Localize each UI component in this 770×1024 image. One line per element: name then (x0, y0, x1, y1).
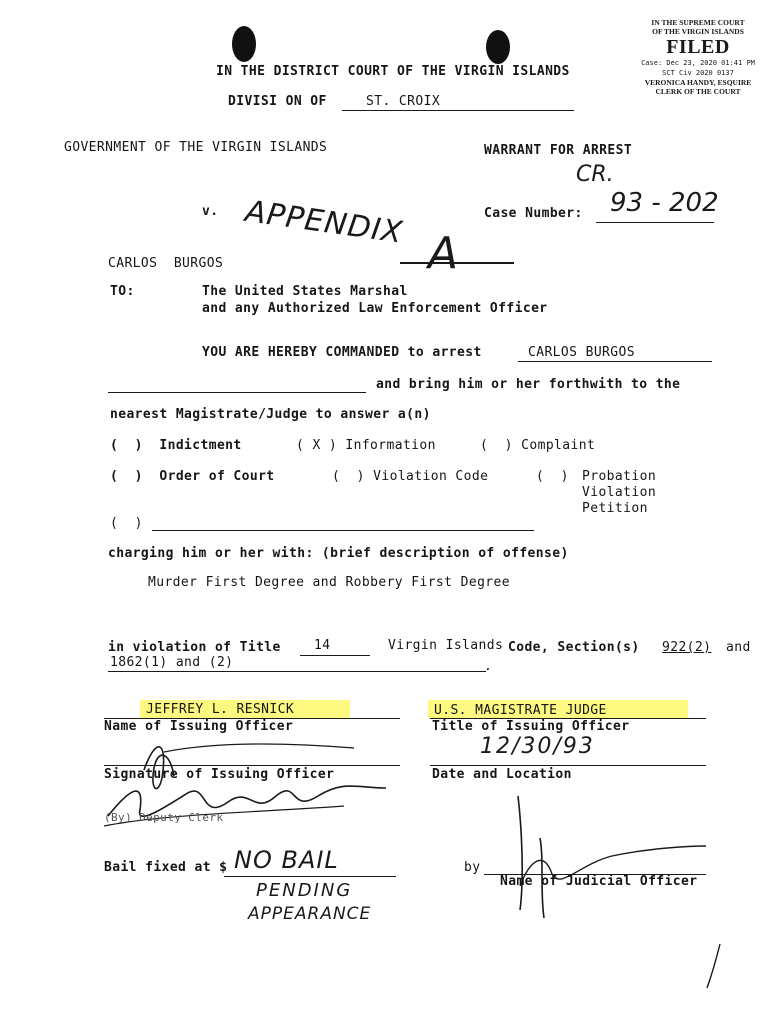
stamp-court-line1: IN THE SUPREME COURT (651, 18, 745, 27)
versus: v. (202, 204, 219, 219)
division-value: ST. CROIX (366, 94, 441, 109)
officer-title: U.S. MAGISTRATE JUDGE (434, 703, 607, 718)
officer-name: JEFFREY L. RESNICK (146, 702, 295, 717)
case-number-underline (596, 222, 714, 223)
violation-line2: 1862(1) and (2) (110, 655, 234, 670)
stamp-case: SCT Civ 2020 0137 (662, 69, 734, 77)
court-heading: IN THE DISTRICT COURT OF THE VIRGIN ISLANDS (216, 64, 570, 79)
bring-text: and bring him or her forthwith to the (376, 377, 681, 392)
filed-stamp (626, 18, 770, 96)
bail-by: by (464, 860, 481, 875)
charging-label: charging him or her with: (brief description of offense) (108, 546, 569, 561)
judicial-officer-label: Name of Judicial Officer (500, 874, 698, 889)
warrant-title: WARRANT FOR ARREST (484, 143, 633, 158)
arrestee-underline (518, 361, 712, 362)
violation-code: Code, Section(s) (508, 640, 640, 655)
case-prefix-handwritten: CR. (576, 162, 614, 187)
probation-line1: Probation (582, 469, 657, 484)
violation-prefix: in violation of Title (108, 640, 281, 655)
other-underline (152, 530, 534, 531)
violation-period: . (484, 659, 493, 674)
date-location-label: Date and Location (432, 767, 572, 782)
blank-underline (108, 392, 366, 393)
violation-section: 922(2) (662, 640, 712, 655)
appendix-underline (400, 262, 514, 264)
scan-mark (704, 942, 724, 992)
checkbox-violation-code: ( ) Violation Code (332, 469, 489, 484)
appendix-handwritten: APPENDIX (243, 194, 406, 251)
division-underline (342, 110, 574, 111)
violation-mid: Virgin Islands (388, 638, 504, 653)
deputy-clerk-label: (By) Deputy Clerk (104, 811, 224, 824)
violation-title-number: 14 (314, 638, 331, 653)
checkbox-complaint: ( ) Complaint (480, 438, 596, 453)
violation-line2-underline (108, 671, 486, 672)
bail-note-line2: APPEARANCE (248, 904, 372, 924)
stamp-clerk-title: CLERK OF THE COURT (655, 87, 741, 96)
arrestee-name: CARLOS BURGOS (528, 345, 635, 360)
stamp-clerk: VERONICA HANDY, ESQUIRE (644, 78, 752, 87)
to-line1: The United States Marshal (202, 284, 408, 299)
division-label: DIVISI ON OF (228, 94, 327, 109)
checkbox-indictment: ( ) Indictment (110, 438, 242, 453)
stamp-date: Case: Dec 23, 2020 01:41 PM (641, 59, 755, 67)
to-label: TO: (110, 284, 135, 299)
probation-line3: Petition (582, 501, 648, 516)
nearest-text: nearest Magistrate/Judge to answer a(n) (110, 407, 431, 422)
defendant-name: CARLOS BURGOS (108, 256, 224, 271)
judicial-officer-signature (500, 790, 710, 930)
title-of-officer-label: Title of Issuing Officer (432, 719, 630, 734)
violation-and: and (726, 640, 751, 655)
checkbox-information: ( X ) Information (296, 438, 436, 453)
command-text: YOU ARE HEREBY COMMANDED to arrest (202, 345, 482, 360)
bail-label: Bail fixed at $ (104, 860, 228, 875)
bail-amount-handwritten: NO BAIL (234, 846, 339, 874)
case-number-handwritten: 93 - 202 (610, 188, 719, 218)
bail-note-line1: PENDING (256, 880, 353, 901)
title-underline (300, 655, 370, 656)
name-of-officer-label: Name of Issuing Officer (104, 719, 294, 734)
bail-rule (224, 876, 396, 877)
stamp-court-line2: OF THE VIRGIN ISLANDS (652, 27, 744, 36)
probation-line2: Violation (582, 485, 657, 500)
signature-label: Signature of Issuing Officer (104, 767, 335, 782)
case-number-label: Case Number: (484, 206, 583, 221)
punch-hole-left (232, 26, 256, 62)
date-handwritten: 12/30/93 (480, 734, 595, 759)
to-line2: and any Authorized Law Enforcement Officer (202, 301, 548, 316)
checkbox-order-of-court: ( ) Order of Court (110, 469, 275, 484)
date-rule (430, 765, 706, 766)
checkbox-other: ( ) (110, 516, 143, 531)
offense-description: Murder First Degree and Robbery First Degree (148, 575, 510, 590)
checkbox-probation: ( ) (536, 469, 569, 484)
appendix-letter-handwritten: A (428, 228, 459, 279)
stamp-filed: FILED (666, 36, 730, 58)
plaintiff-name: GOVERNMENT OF THE VIRGIN ISLANDS (64, 140, 328, 155)
punch-hole-right (486, 30, 510, 64)
